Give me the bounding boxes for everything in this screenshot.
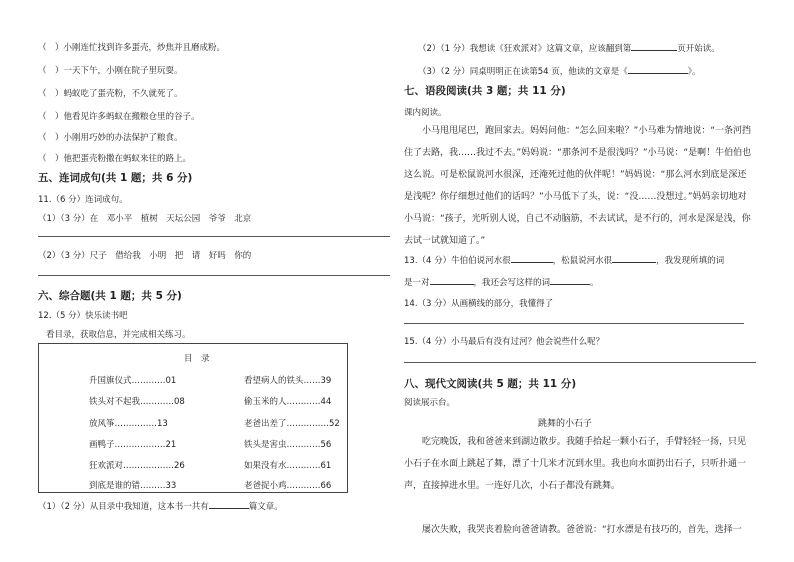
answer-blank[interactable] <box>612 253 656 263</box>
toc-left-entry: 狂欢派对………………26 <box>89 461 185 471</box>
passage: 小马甩甩尾巴，跑回家去。妈妈问他：“怎么回来啦？”小马难为情地说：“一条河挡住了去路，我……我过不去。”妈妈说：“那条河不是很浅吗？”小马说：“是啊！牛伯伯也这么说。可是松鼠说河水很深，还淹死过他的伙伴呢！”妈妈说：“那么河水到底是深还是浅呢？你仔细想过他们的话吗？”小马低下了头，说：“没……没想过。”妈妈亲切地对小马说：“孩子，光听别人说，自己不动脑筋，不去试试，是不行的，河水是深是浅，你去试一试就知道了。” <box>404 126 752 246</box>
q12-1: （1）（2 分）从目录中我知道，这本书一共有 篇文章。 <box>38 499 283 512</box>
story-paragraph-1: 吃完晚饭，我和爸爸来到湖边散步。我随手拾起一颗小石子，手臂轻轻一扬，只见小石子在水面上跳起了舞，漂了十几米才沉到水里。我也向水面扔出石子，只听扑通一声，直接掉进水里。一连好几次，小石子都没有跳舞。 <box>404 437 747 491</box>
answer-line <box>404 323 744 324</box>
toc-left-entry: 画鸭子………………21 <box>89 440 177 450</box>
toc-right-entry: 如果没有水…………61 <box>244 461 332 471</box>
q11-prompt: 11.（6 分）连词成句。 <box>38 195 128 205</box>
answer-blank[interactable] <box>511 253 553 263</box>
answer-blank[interactable] <box>550 275 590 285</box>
q13-line1: 13.（4 分）牛伯伯说河水很 ，松鼠说河水很 ，我发现所填的词 <box>404 253 724 266</box>
section8-title: 八、现代文阅读(共 5 题；共 11 分) <box>404 378 577 390</box>
order-item-2: （ ）一天下午，小刚在院子里玩耍。 <box>38 66 183 76</box>
answer-blank[interactable] <box>209 499 249 509</box>
q12-prompt: 12.（5 分）快乐读书吧 <box>38 311 128 321</box>
q15: 15.（4 分）小马最后有没有过河？他会说些什么呢？ <box>404 337 605 347</box>
q14: 14.（3 分）从画横线的部分，我懂得了 <box>404 299 554 309</box>
order-item-4: （ ）他看见许多蚂蚁在搬粮仓里的谷子。 <box>38 112 200 122</box>
q11-1: （1）（3 分）在 邓小平 植树 天坛公园 爷爷 北京 <box>38 214 252 224</box>
q12-3: （3）（2 分）同桌明明正在读第54 页，他读的文章是《 》。 <box>418 64 701 77</box>
answer-line <box>38 236 390 237</box>
toc-right-entry: 老爸出差了……………52 <box>244 419 340 429</box>
q13-line2: 是一对 ，我还会写这样的词 。 <box>404 275 599 288</box>
answer-blank[interactable] <box>430 275 474 285</box>
section7-title: 七、语段阅读(共 3 题；共 11 分) <box>404 85 566 97</box>
q12-2: （2）（1 分）我想读《狂欢派对》这篇文章，应该翻到第 页开始读。 <box>418 41 720 54</box>
order-item-3: （ ）蚂蚁吃了蛋壳粉，不久就死了。 <box>38 89 183 99</box>
toc-title: 目 录 <box>184 354 210 364</box>
toc-right-entry: 老爸捉小鸡…………66 <box>244 481 332 491</box>
q12-instruction: 看目录，获取信息，并完成相关练习。 <box>46 330 191 340</box>
story-paragraph-2: 屡次失败，我哭丧着脸向爸爸请教。爸爸说：“打水漂是有技巧的，首先，选择一 <box>422 525 742 535</box>
toc-left-entry: 放风筝……………13 <box>89 419 168 429</box>
toc-right-entry: 看望病人的铁头……39 <box>244 376 332 386</box>
answer-line <box>404 362 756 363</box>
answer-line <box>38 275 390 276</box>
answer-blank[interactable] <box>631 41 677 51</box>
story-title: 跳舞的小石子 <box>538 419 593 429</box>
toc-left-entry: 铁头对不起我…………08 <box>89 397 185 407</box>
section8-intro: 阅读展示台。 <box>404 398 456 408</box>
section7-intro: 课内阅读。 <box>404 108 447 118</box>
toc-right-entry: 铁头是害虫…………56 <box>244 440 332 450</box>
section6-title: 六、综合题(共 1 题；共 5 分) <box>38 290 182 302</box>
toc-left-entry: 升国旗仪式…………01 <box>89 376 177 386</box>
table-of-contents <box>38 343 348 493</box>
toc-left-entry: 到底是谁的错………33 <box>89 481 177 491</box>
q11-2: （2）（3 分）尺子 借给我 小明 把 请 好吗 你的 <box>38 251 252 261</box>
order-item-1: （ ）小刚连忙找到许多蛋壳，炒焦并且磨成粉。 <box>38 43 226 53</box>
order-item-6: （ ）他把蛋壳粉撒在蚂蚁来往的路上。 <box>38 154 192 164</box>
toc-right-entry: 偷玉米的人…………44 <box>244 397 332 407</box>
answer-blank[interactable] <box>628 64 688 74</box>
section5-title: 五、连词成句(共 1 题；共 6 分) <box>38 172 193 184</box>
order-item-5: （ ）小刚用巧妙的办法保护了粮食。 <box>38 133 183 143</box>
